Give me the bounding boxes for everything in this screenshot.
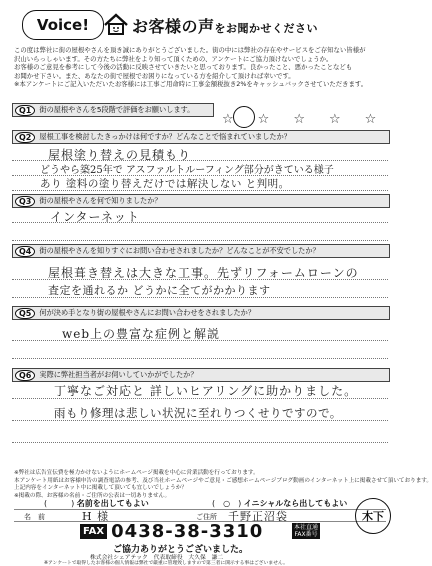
answer-line (12, 358, 388, 359)
question-number: Q2 (15, 132, 35, 143)
answer-text: 屋根塗り替えの見積もり (48, 148, 192, 162)
intro-text (14, 46, 388, 89)
title-main: お客様の声 (132, 17, 215, 36)
question-6 (12, 368, 390, 382)
intro-line: お客様のご意見を参考にして今後の活動に反映させていきたいと思っております。良かったこと、悪かったことなども (14, 63, 353, 72)
question-text: 街の屋根やさんを何で知りましたか？ (39, 196, 162, 205)
question-number: Q6 (15, 370, 35, 381)
question-text: 街の屋根やさんを知りすぐにお問い合わせされましたか？どんなことが不安でしたか？ (39, 246, 320, 255)
notes (14, 470, 432, 500)
intro-line: この度は弊社に街の屋根やさんを頂き誠にありがとうございました。街の中には弊社の存在やサービスをご存知ない皆様が (14, 46, 366, 54)
address-value: 千野正沼袋 (228, 510, 288, 523)
fax-side-label: 本社直通 FAX番号 (294, 524, 319, 538)
company-info: 株式会社シェアテック 代表取締役 大久保 謙二 (90, 555, 224, 561)
note-line: ※弊社は広告宣伝費を極力かけないようにホームページ掲載を中心に営業活動を行っております。 (14, 470, 259, 476)
question-number: Q4 (15, 246, 35, 257)
question-text: 実際に弊社担当者がお伺いしていかがでしたか？ (39, 370, 198, 379)
answer-text: web上の豊富な症例と解説 (62, 327, 221, 341)
star-icon[interactable]: ☆ (328, 112, 341, 127)
question-text: 街の屋根やさんを5段階で評価をお願いします。 (39, 105, 195, 114)
question-number: Q5 (15, 308, 35, 319)
name-value: H 様 (82, 510, 110, 523)
title-rest: をお聞かせください (214, 22, 319, 35)
question-5 (12, 306, 390, 320)
answer-text: あり 塗料の塗り替えだけでは解決しない と判明。 (40, 178, 290, 190)
page-title (132, 14, 318, 37)
question-2 (12, 130, 390, 144)
divider (14, 509, 386, 510)
checkbox-paren: ( ○ ) (212, 499, 242, 508)
rating-circle-mark (233, 106, 255, 128)
answer-text: どうやら築25年で アスファルトルーフィング部分がきている様子 (40, 165, 334, 176)
answer-text: 査定を通れるか どうかに全てがかかります (48, 284, 271, 297)
fax-block (80, 522, 290, 541)
answer-line (12, 442, 388, 443)
thanks-text: ご協力ありがとうございました。 (113, 545, 249, 555)
question-3 (12, 194, 390, 208)
fax-label: FAX (80, 524, 107, 539)
star-icon[interactable]: ☆ (222, 112, 234, 127)
voice-badge: Voice! (22, 10, 104, 40)
stamp: 木下 (355, 498, 391, 534)
answer-text: インターネット (50, 210, 140, 224)
option-label: イニシャルなら出してもよい (243, 499, 348, 508)
star-icon[interactable]: ☆ (257, 112, 270, 127)
question-text: 何が決め手となり街の屋根やさんにお問い合わせをされましたか？ (39, 308, 256, 317)
intro-line: お聞かせ下さい。また、あなたの街で屋根でお困りになっている方を紹介して頂ければ幸いです。 (14, 71, 295, 80)
star-icon[interactable]: ☆ (364, 112, 377, 127)
intro-line: 沢山いらっしゃいます。その方たちに弊社をより知って頂くための、アンケートにご協力頂けないでしょうか。 (14, 54, 333, 63)
name-label: 名 前 (24, 513, 45, 521)
answer-text: 丁寧なご対応と 詳しいヒアリングに助かりました。 (54, 384, 358, 398)
answer-text: 雨もり修理は悲しい状況に至れりつくせりですので。 (54, 406, 342, 420)
note-line: ※掲載の際、お客様の名前・ご住所の公表は一切ありません。 (14, 492, 171, 499)
note-line: 本アンケート用紙はお客様申告の調査電話の参考、及び当社ホームページやご意見・ご感想ホームページブログ動画のインターネット上に掲載させて頂いております。 (14, 477, 432, 484)
checkbox-paren: ( ) (44, 499, 75, 508)
privacy-note: ※アンケートで取得したお客様の個人情報は弊社で厳重に管理致しますので第三者に開示する事はございません。 (44, 561, 288, 566)
question-number: Q3 (15, 196, 35, 207)
intro-line: ※本アンケートにご記入いただいたお客様には工事ご用命時に工事金額税抜き2%をキャッシュバックさせていただきます。 (14, 80, 368, 89)
option-label: 名前を出してもよい (76, 499, 149, 508)
fax-number: 0438-38-3310 (111, 521, 264, 542)
question-4 (12, 244, 390, 258)
question-number: Q1 (15, 105, 35, 116)
question-text: 屋根工事を検討したきっかけは何ですか？どんなことで悩まれていましたか？ (39, 132, 291, 141)
house-icon (103, 13, 129, 35)
question-1 (12, 103, 214, 117)
star-icon[interactable]: ☆ (293, 112, 305, 127)
address-label: ご住所 (196, 513, 217, 521)
note-line: 上記内容をインターネット中に掲載して頂いても宜しいでしょうか？ (14, 485, 187, 492)
answer-text: 屋根葺き替えは大きな工事。先ずリフォームローンの (48, 266, 359, 280)
answer-line (12, 240, 388, 241)
